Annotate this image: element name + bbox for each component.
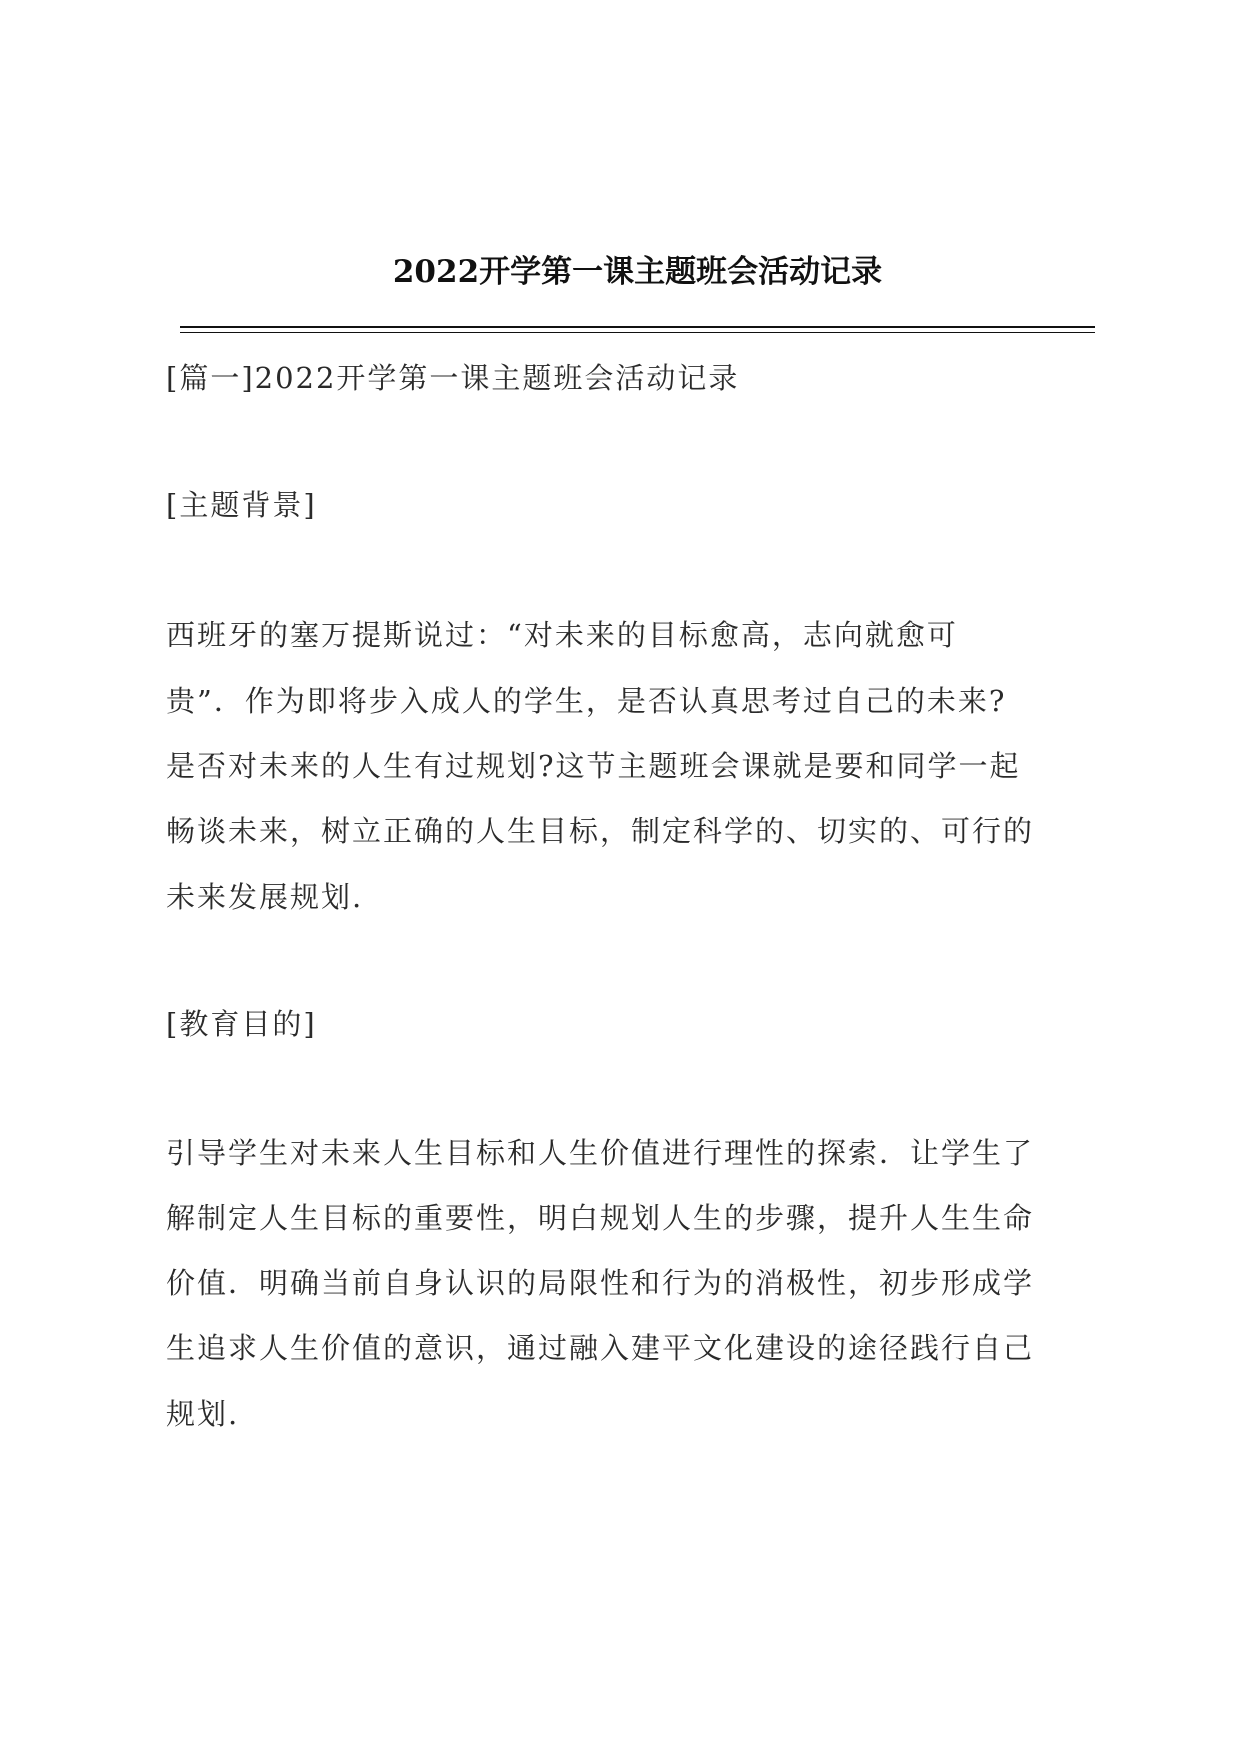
section-heading-purpose: [教育目的] [166,1007,317,1041]
title-divider-thin [180,332,1095,333]
paragraph-line: 解制定人生目标的重要性，明白规划人生的步骤，提升人生生命 [166,1201,1035,1235]
paragraph-line: 规划. [166,1397,240,1431]
title-divider-thick [180,326,1095,328]
paragraph-line: 西班牙的塞万提斯说过：“对未来的目标愈高，志向就愈可 [166,618,958,652]
section-heading-part-one: [篇一]2022开学第一课主题班会活动记录 [166,361,740,395]
paragraph-line: 引导学生对未来人生目标和人生价值进行理性的探索．让学生了 [166,1136,1035,1170]
paragraph-line: 畅谈未来，树立正确的人生目标，制定科学的、切实的、可行的 [166,814,1035,848]
paragraph-line: 生追求人生价值的意识，通过融入建平文化建设的途径践行自己 [166,1331,1035,1365]
paragraph-line: 是否对未来的人生有过规划?这节主题班会课就是要和同学一起 [166,749,1021,783]
paragraph-line: 价值．明确当前自身认识的局限性和行为的消极性，初步形成学 [166,1266,1035,1300]
paragraph-line: 贵”．作为即将步入成人的学生，是否认真思考过自己的未来? [166,684,1007,718]
section-heading-background: [主题背景] [166,488,317,522]
paragraph-line: 未来发展规划. [166,880,364,914]
document-title: 2022开学第一课主题班会活动记录 [392,254,883,290]
